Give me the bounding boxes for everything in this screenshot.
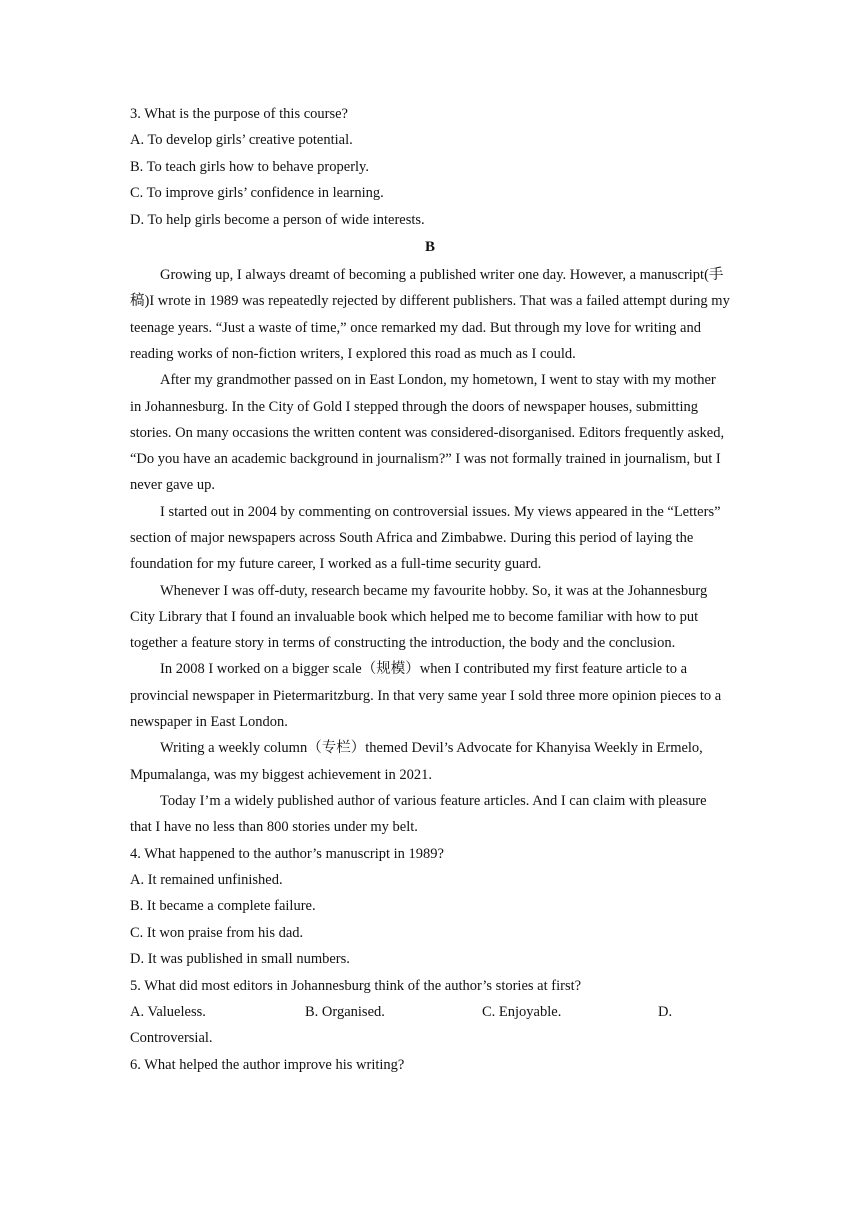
passage-paragraph-5: In 2008 I worked on a bigger scale（规模）when I contributed my first feature article to a provincial newspaper in Pietermaritzburg. In that very same year I sold three more opinion pieces to a newspaper in East London. [130, 661, 722, 731]
q3-option-a: A. To develop girls’ creative potential. [130, 132, 353, 149]
q4-option-d: D. It was published in small numbers. [130, 951, 350, 968]
q5-option-d: D. [658, 1004, 673, 1020]
q5-options-row [130, 999, 730, 1025]
passage-paragraph-4: Whenever I was off-duty, research became my favourite hobby. So, it was at the Johannesburg City Library that I found an invaluable book which helped me to become familiar with how to put together a feature story in terms of constructing the introduction, the body and the conclusion. [130, 582, 708, 652]
q4-option-c: C. It won praise from his dad. [130, 924, 304, 941]
passage-paragraph-1: Growing up, I always dreamt of becoming a published writer one day. However, a manuscript(手稿)I wrote in 1989 was repeatedly rejected by different publishers. That was a failed attempt during my teenage years. “Just a waste of time,” once remarked my dad. But through my love for writing and reading works of non-fiction writers, I explored this road as much as I could. [130, 267, 730, 362]
q5-option-c: C. Enjoyable. [482, 1004, 562, 1020]
question-6: 6. What helped the author improve his writing? [130, 1056, 405, 1073]
passage-paragraph-3: I started out in 2004 by commenting on controversial issues. My views appeared in the “Letters” section of major newspapers across South Africa and Zimbabwe. During this period of laying the foundation for my future career, I worked as a full-time security guard. [130, 503, 721, 573]
q4-option-b: B. It became a complete failure. [130, 898, 316, 915]
q5-option-a: A. Valueless. [130, 1004, 206, 1020]
question-3: 3. What is the purpose of this course? [130, 106, 348, 122]
question-5: 5. What did most editors in Johannesburg think of the author’s stories at first? [130, 977, 582, 994]
q3-option-c: C. To improve girls’ confidence in learning. [130, 185, 384, 202]
q4-option-a: A. It remained unfinished. [130, 871, 283, 888]
q5-option-b: B. Organised. [305, 1004, 385, 1020]
q3-option-b: B. To teach girls how to behave properly. [130, 158, 369, 175]
exam-page [130, 101, 730, 1078]
passage-paragraph-2: After my grandmother passed on in East London, my hometown, I went to stay with my mother in Johannesburg. In the City of Gold I stepped through the doors of newspaper houses, submitting stories. On many occasions the written content was considered-disorganised. Editors frequently asked, “Do you have an academic background in journalism?” I was not formally trained in journalism, but I never gave up. [130, 372, 725, 494]
q3-option-d: D. To help girls become a person of wide interests. [130, 211, 425, 228]
section-heading: B [424, 239, 435, 256]
passage-paragraph-6: Writing a weekly column（专栏）themed Devil’s Advocate for Khanyisa Weekly in Ermelo, Mpumalanga, was my biggest achievement in 2021. [130, 740, 703, 783]
question-4: 4. What happened to the author’s manuscript in 1989? [130, 845, 444, 862]
passage-paragraph-7: Today I’m a widely published author of various feature articles. And I can claim with pleasure that I have no less than 800 stories under my belt. [130, 792, 707, 836]
q5-option-d-text: Controversial. [130, 1030, 213, 1047]
